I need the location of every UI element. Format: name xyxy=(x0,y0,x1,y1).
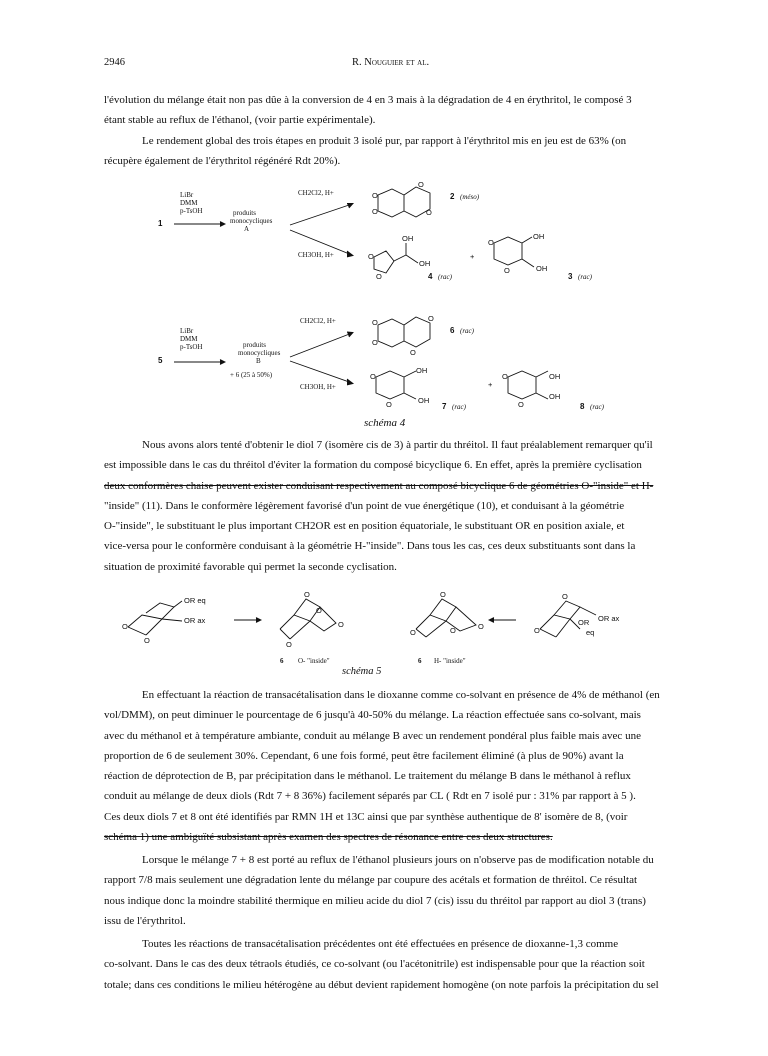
compound-7-note: (rac) xyxy=(452,403,466,411)
svg-text:O: O xyxy=(450,626,456,635)
svg-text:OR ax: OR ax xyxy=(598,614,620,623)
svg-text:O: O xyxy=(372,207,378,216)
paragraph-6 xyxy=(104,934,660,995)
byproduct-6-label: + 6 (25 à 50%) xyxy=(230,371,273,379)
reagent-libr: LiBr xyxy=(180,191,194,199)
text-line: O-"inside", le substituant le plus important CH2OR est en position équatoriale, le substituant OR en position axiale, et xyxy=(104,520,625,533)
svg-text:O: O xyxy=(368,252,374,261)
compound-3-note: (rac) xyxy=(578,273,592,281)
svg-text:O: O xyxy=(386,400,392,409)
svg-text:O: O xyxy=(518,400,524,409)
text-line: vice-versa pour le conformère conduisant à la géométrie H-"inside". Dans tous les cas, ces deux substituants sont dans la xyxy=(104,540,636,553)
compound-3-label: 3 xyxy=(568,272,573,281)
svg-text:O: O xyxy=(502,372,508,381)
reagent-dmm: DMM xyxy=(180,199,198,207)
svg-text:O: O xyxy=(440,590,446,599)
svg-text:O: O xyxy=(372,191,378,200)
reagent-ptsoh: p-TsOH xyxy=(180,207,203,215)
text-line: Ces deux diols 7 et 8 ont été identifiés par RMN 1H et 13C ainsi que par synthèse authentique de 8' isomère de 8, (voir xyxy=(104,810,628,823)
label-6-left: 6 xyxy=(280,657,284,665)
label-h-inside: H- "inside" xyxy=(434,657,466,665)
compound-6-note: (rac) xyxy=(460,327,474,335)
svg-text:O: O xyxy=(122,622,128,631)
svg-text:O: O xyxy=(534,626,540,635)
text-line: proportion de 6 de seulement 30%. Cependant, 6 une fois formé, peut être facilement éliminé (à plus de 90%) avant la xyxy=(104,749,624,762)
text-line: co-solvant. Dans le cas des deux tétraols étudiés, ce co-solvant (ou l'acétonitrile) est indispensable pour que la réaction soit xyxy=(104,958,645,971)
svg-text:O: O xyxy=(426,208,432,217)
text-line: l'évolution du mélange était non pas dûe à la conversion de 4 en 3 mais à la dégradation de 4 en érythritol, le composé 3 xyxy=(104,94,632,106)
scheme-4-caption: schéma 4 xyxy=(364,417,406,429)
reagent-dmm: DMM xyxy=(180,335,198,343)
structure-6-h-inside xyxy=(410,590,484,637)
svg-text:O: O xyxy=(428,314,434,323)
scheme-4 xyxy=(140,175,620,440)
compound-7-label: 7 xyxy=(442,402,447,411)
label-o-inside: O- "inside" xyxy=(298,657,330,665)
label-6-right: 6 xyxy=(418,657,422,665)
text-line: Le rendement global des trois étapes en produit 3 isolé pur, par rapport à l'érythritol mis en jeu est de 63% (on xyxy=(142,135,627,147)
svg-text:OR ax: OR ax xyxy=(184,616,206,625)
svg-text:OH: OH xyxy=(419,259,431,268)
svg-text:OR: OR xyxy=(578,618,590,627)
compound-5-label: 5 xyxy=(158,356,163,365)
text-line: conduit au mélange de deux diols (Rdt 7 + 8 36%) facilement séparés par CL ( Rdt en 7 isolé pur : 31% par rapport à 5 ). xyxy=(104,790,636,803)
text-line: schéma 1) une ambiguïté subsistant après examen des spectres de résonance entre ces deux structures. xyxy=(104,831,553,844)
plus-sign: + xyxy=(488,380,493,389)
text-line: nous indique donc la moindre stabilité thermique en milieu acide du diol 7 (cis) issu du thréitol par rapport au diol 3 (trans) xyxy=(104,894,646,907)
svg-text:OH: OH xyxy=(549,392,561,401)
compound-1-label: 1 xyxy=(158,219,163,228)
svg-text:OR eq: OR eq xyxy=(184,596,206,605)
scheme-5 xyxy=(110,585,670,670)
svg-text:OH: OH xyxy=(402,234,414,243)
svg-text:O: O xyxy=(304,590,310,599)
text-line: issu de l'érythritol. xyxy=(104,914,186,927)
compound-4-label: 4 xyxy=(428,272,433,281)
conformer-h-inside-precursor xyxy=(534,592,620,637)
intermediate-label: B xyxy=(256,357,261,365)
compound-2-label: 2 xyxy=(450,192,455,201)
structure-6-o-inside xyxy=(280,590,344,649)
condition-lower: CH3OH, H+ xyxy=(298,251,334,259)
scheme-5-caption: schéma 5 xyxy=(342,666,382,677)
text-line: vol/DMM), on peut diminuer le pourcentage de 6 jusqu'à 40-50% du mélange. La réaction effectuée sans co-solvant, mais xyxy=(104,709,641,722)
reagent-ptsoh: p-TsOH xyxy=(180,343,203,351)
compound-8-label: 8 xyxy=(580,402,585,411)
running-title: R. Nouguier et al. xyxy=(352,57,430,68)
structure-3 xyxy=(488,232,547,275)
svg-text:O: O xyxy=(478,622,484,631)
svg-text:O: O xyxy=(410,628,416,637)
text-line: deux conformères chaise peuvent exister conduisant respectivement au composé bicyclique 6 de géométries O-"inside" et H- xyxy=(104,479,654,492)
svg-text:OH: OH xyxy=(418,396,430,405)
text-line: Nous avons alors tenté d'obtenir le diol 7 (isomère cis de 3) à partir du thréitol. Il faut préalablement remarquer qu'il xyxy=(142,439,653,451)
text-line: réaction de déprotection de B, par précipitation dans le méthanol. Le traitement du mélange B dans le méthanol à reflux xyxy=(104,770,631,783)
svg-text:O: O xyxy=(338,620,344,629)
svg-text:OH: OH xyxy=(416,366,428,375)
text-line: Lorsque le mélange 7 + 8 est porté au reflux de l'éthanol plusieurs jours on n'observe pas de modification notable du xyxy=(142,854,654,866)
intermediate-label: A xyxy=(244,225,250,233)
svg-text:O: O xyxy=(286,640,292,649)
svg-text:O: O xyxy=(370,372,376,381)
svg-text:O: O xyxy=(410,348,416,357)
svg-text:O: O xyxy=(144,636,150,645)
paragraph-4 xyxy=(104,685,660,847)
intermediate-label: produits xyxy=(233,209,256,217)
svg-text:eq: eq xyxy=(586,628,595,637)
paragraph-2 xyxy=(104,131,660,172)
structure-4 xyxy=(368,234,430,281)
condition-lower: CH3OH, H+ xyxy=(300,383,336,391)
svg-text:O: O xyxy=(418,180,424,189)
condition-upper: CH2Cl2, H+ xyxy=(300,317,336,325)
condition-upper: CH2Cl2, H+ xyxy=(298,189,334,197)
svg-text:O: O xyxy=(316,606,322,615)
svg-text:OH: OH xyxy=(549,372,561,381)
text-line: totale; dans ces conditions le milieu hétérogène au début devient rapidement homogène (on note parfois la précipitation du sel xyxy=(104,978,659,991)
text-line: Toutes les réactions de transacétalisation précédentes ont été effectuées en présence de dioxanne-1,3 comme xyxy=(142,938,619,950)
plus-sign: + xyxy=(470,252,475,261)
svg-text:O: O xyxy=(372,338,378,347)
intermediate-label: monocycliques xyxy=(230,217,273,225)
reagent-libr: LiBr xyxy=(180,327,194,335)
svg-text:O: O xyxy=(562,592,568,601)
structure-2 xyxy=(372,180,432,217)
text-line: récupère également de l'érythritol régénéré Rdt 20%). xyxy=(104,155,341,168)
svg-text:O: O xyxy=(488,238,494,247)
compound-4-note: (rac) xyxy=(438,273,452,281)
svg-text:O: O xyxy=(372,318,378,327)
intermediate-label: produits xyxy=(243,341,266,349)
text-line: étant stable au reflux de l'éthanol, (voir partie expérimentale). xyxy=(104,114,376,127)
paragraph-3 xyxy=(104,435,660,577)
text-line: situation de proximité favorable qui permet la seconde cyclisation. xyxy=(104,560,397,573)
intermediate-label: monocycliques xyxy=(238,349,281,357)
compound-8-note: (rac) xyxy=(590,403,604,411)
structure-8 xyxy=(502,371,560,409)
svg-text:OH: OH xyxy=(536,264,548,273)
text-line: "inside" (11). Dans le conformère légèrement favorisé d'un point de vue énergétique (10), et conduisant à la géométrie xyxy=(104,499,625,512)
conformer-o-inside-precursor xyxy=(122,596,206,645)
svg-text:O: O xyxy=(376,272,382,281)
page-number: 2946 xyxy=(104,57,125,68)
paragraph-5 xyxy=(104,850,660,931)
structure-6 xyxy=(372,314,434,357)
svg-text:O: O xyxy=(504,266,510,275)
compound-6-label: 6 xyxy=(450,326,455,335)
text-line: avec du méthanol et à température ambiante, conduit au mélange B avec un rendement pondéral plus faible mais avec une xyxy=(104,729,641,742)
compound-2-note: (méso) xyxy=(460,193,480,201)
paragraph-1 xyxy=(104,90,660,131)
text-line: rapport 7/8 mais seulement une dégradation lente du mélange par coupure des acétals et formation de thréitol. Ce résultat xyxy=(104,874,638,887)
structure-7 xyxy=(370,366,429,409)
text-line: est impossible dans le cas du thréitol d'éviter la formation du composé bicyclique 6. En effet, après la première cyclisation xyxy=(104,459,642,472)
svg-text:OH: OH xyxy=(533,232,545,241)
text-line: En effectuant la réaction de transacétalisation dans le dioxanne comme co-solvant en présence de 4% de méthanol (en xyxy=(141,689,660,701)
